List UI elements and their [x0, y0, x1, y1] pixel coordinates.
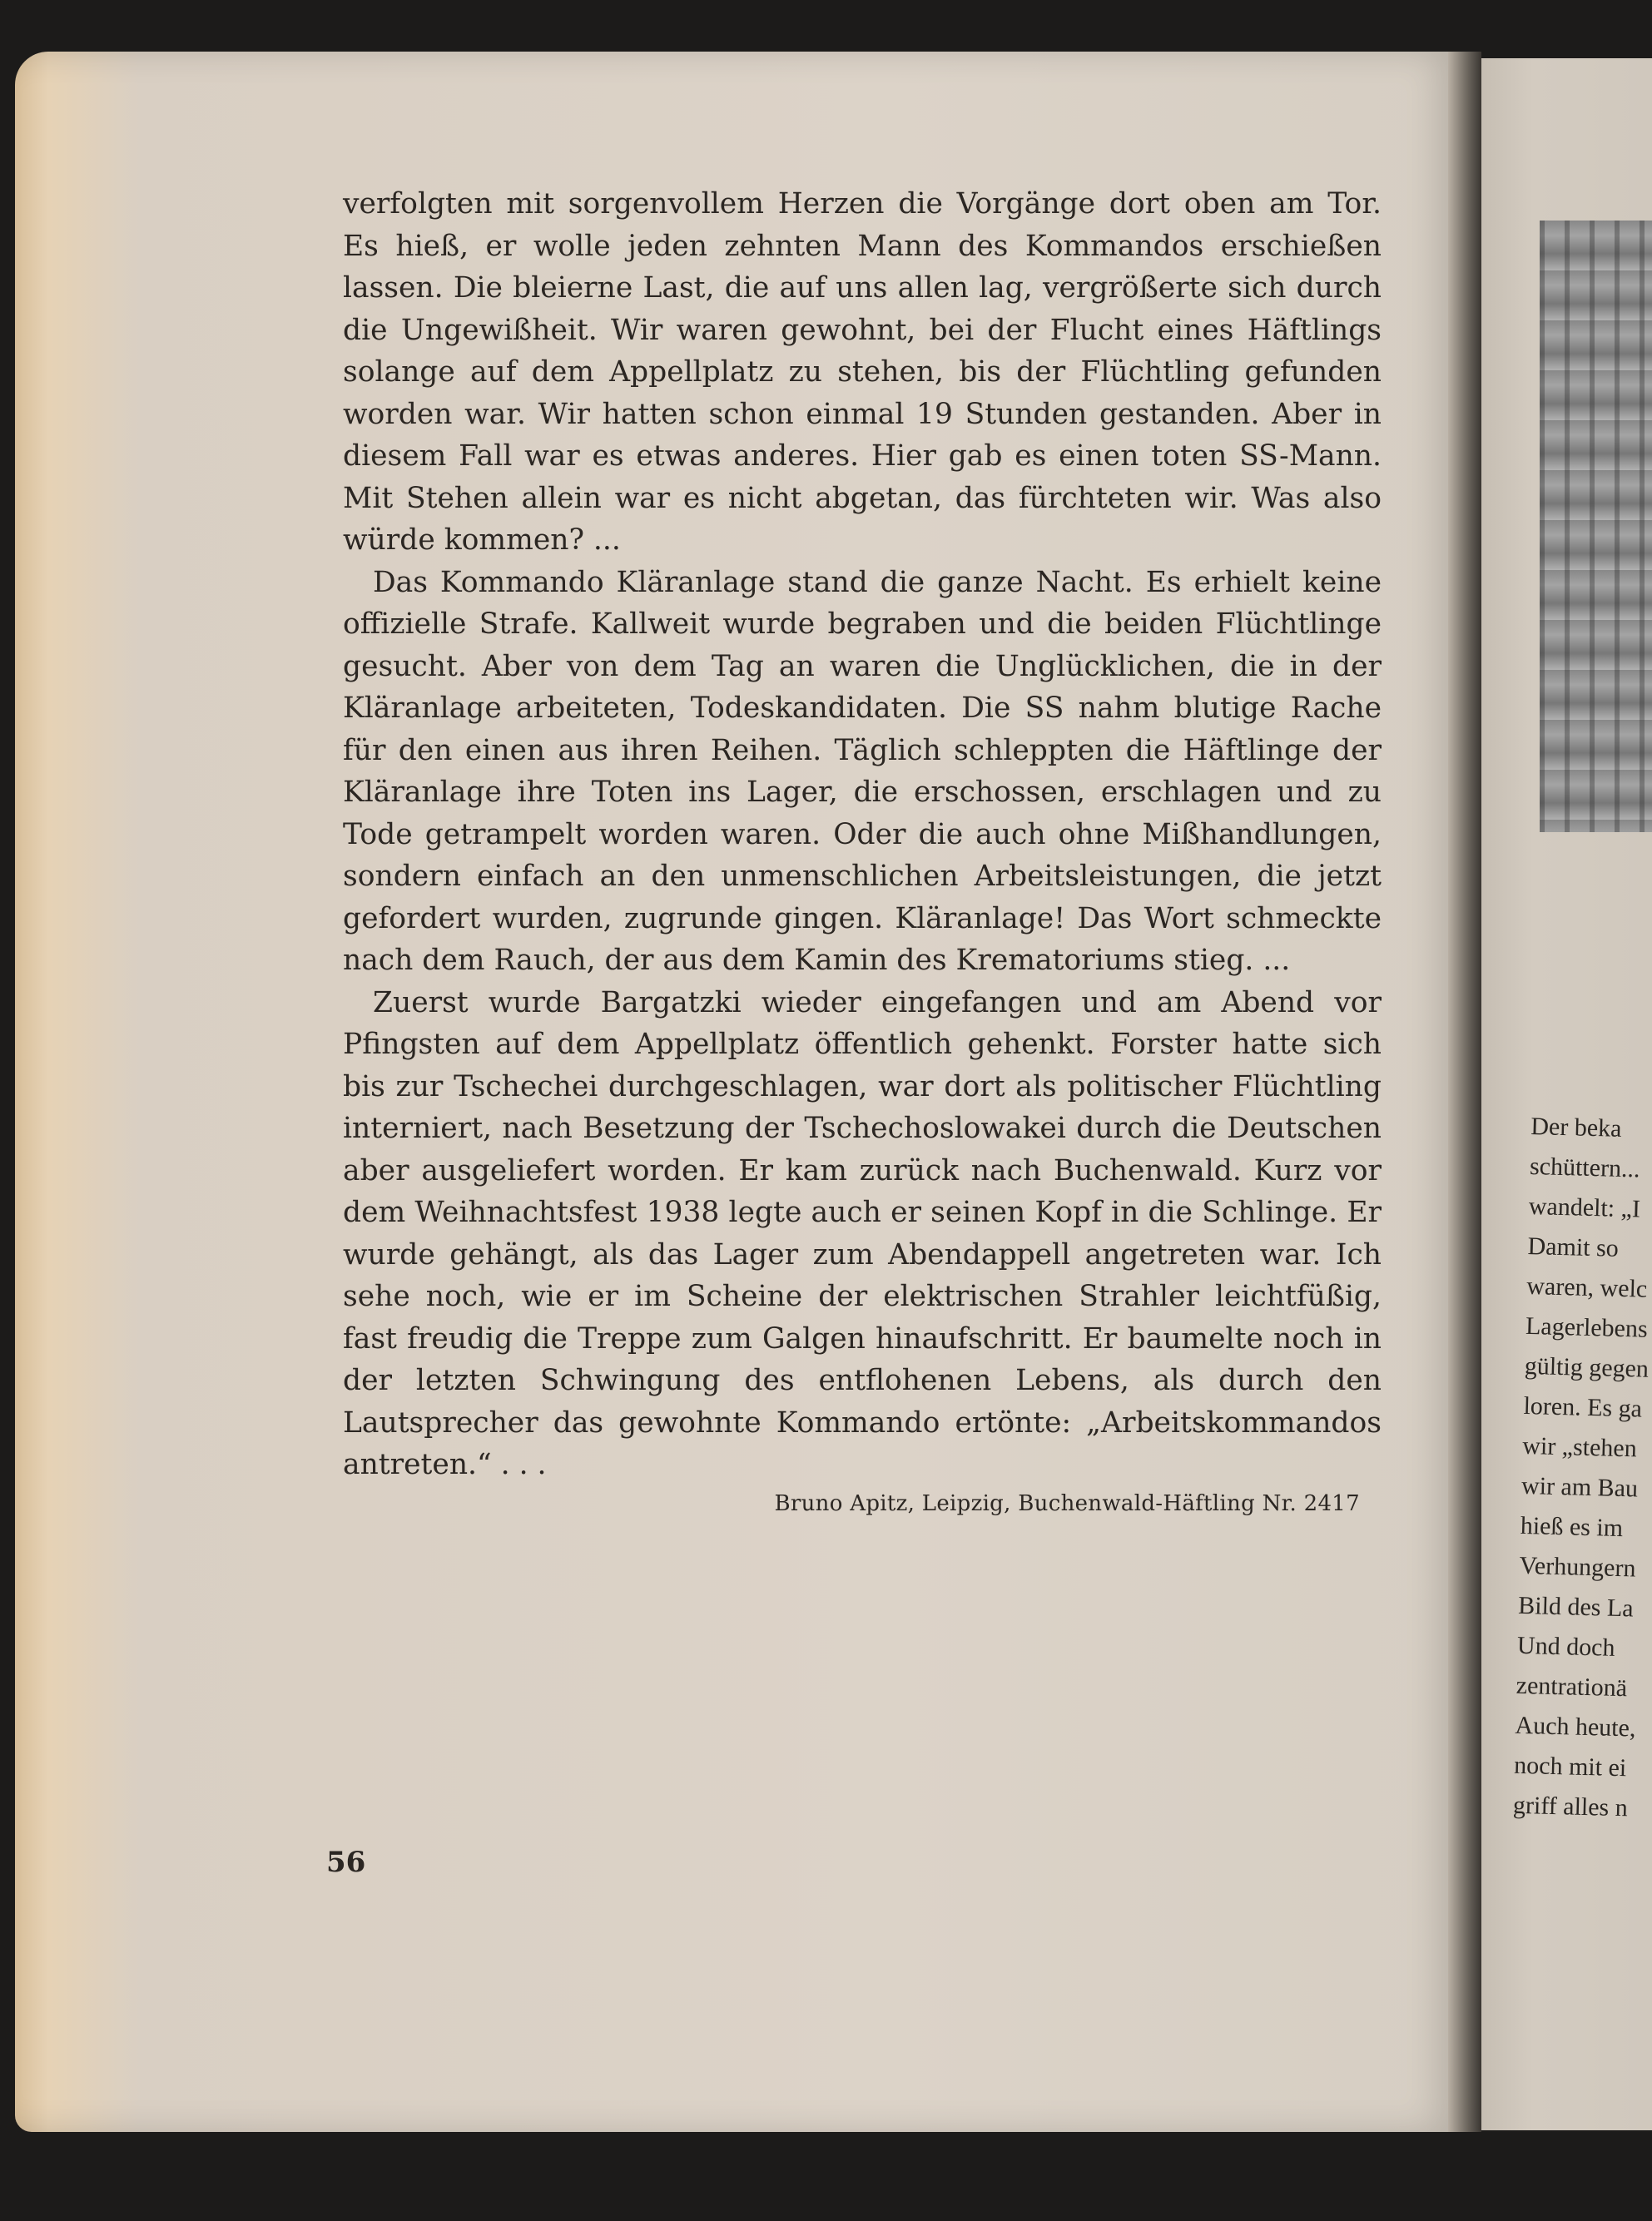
right-line: wandelt: „I — [1528, 1192, 1641, 1223]
author-signature: Bruno Apitz, Leipzig, Buchenwald-Häftling Nr. 2417 — [774, 1491, 1360, 1516]
right-line: Bild des La — [1517, 1591, 1635, 1623]
body-text — [343, 183, 1382, 1486]
page-number: 56 — [326, 1846, 366, 1879]
paragraph-3: Zuerst wurde Bargatzki wieder eingefangen und am Abend vor Pfingsten auf dem Appellplatz öffentlich gehenkt. Forster hatte sich bis zur Tschechei durchgeschlagen, war dort als politischer Flüchtling interniert, nach Besetzung der Tschechoslowakei durch die Deutschen aber ausgeliefert worden. Er kam zurück nach Buchenwald. Kurz vor dem Weihnachtsfest 1938 legte auch er seinen Kopf in die Schlinge. Er wurde gehängt, als das Lager zum Abendappell angetreten war. Ich sehe noch, wie er im Scheine der elektrischen Strahler leichtfüßig, fast freudig die Treppe zum Galgen hinaufschritt. Er baumelte noch in der letzten Schwingung des entflohenen Lebens, als durch den Lautsprecher das gewohnte Kommando ertönte: „Arbeitskommandos antreten.“ . . . — [343, 985, 1382, 1481]
paragraph-2: Das Kommando Kläranlage stand die ganze Nacht. Es erhielt keine offizielle Strafe. Kallweit wurde begraben und die beiden Flüchtlinge gesucht. Aber von dem Tag an waren die Unglücklichen, die in der Kläranlage arbeiteten, Todeskandidaten. Die SS nahm blutige Rache für den einen aus ihren Reihen. Täglich schleppten die Häftlinge der Kläranlage ihre Toten ins Lager, die erschossen, erschlagen und zu Tode getrampelt worden waren. Oder die auch ohne Mißhandlungen, sondern einfach an den unmenschlichen Arbeitsleistungen, die jetzt gefordert wurden, zugrunde gingen. Kläranlage! Das Wort schmeckte nach dem Rauch, der aus dem Kamin des Krematoriums stieg. ... — [343, 565, 1382, 977]
right-line: gültig gegen — [1524, 1351, 1650, 1383]
right-line: Auch heute, — [1515, 1711, 1636, 1743]
paragraph-1: verfolgten mit sorgenvollem Herzen die Vorgänge dort oben am Tor. Es hieß, er wolle jeden zehnten Mann des Kommandos erschießen lassen. Die bleierne Last, die auf uns allen lag, vergrößerte sich durch die Ungewißheit. Wir waren gewohnt, bei der Flucht eines Häftlings solange auf dem Appellplatz zu stehen, bis der Flüchtling gefunden worden war. Wir hatten schon einmal 19 Stunden gestanden. Aber in diesem Fall war es etwas anderes. Hier gab es einen toten SS-Mann. Mit Stehen allein war es nicht abgetan, das fürchteten wir. Was also würde kommen? ... — [343, 187, 1382, 557]
right-line: Und doch — [1516, 1631, 1615, 1662]
right-page — [1481, 58, 1652, 2130]
right-line: Damit so — [1527, 1232, 1620, 1262]
right-line: waren, welc — [1525, 1272, 1648, 1303]
right-line: Lagerlebens — [1525, 1311, 1649, 1343]
right-line: Verhungern — [1519, 1551, 1636, 1583]
book-gutter — [1448, 52, 1481, 2132]
right-line: wir am Bau — [1521, 1471, 1639, 1503]
right-page-text — [1512, 1107, 1652, 1829]
right-line: wir „stehen — [1521, 1431, 1638, 1463]
right-line: hieß es im — [1520, 1511, 1624, 1543]
right-line: loren. Es ga — [1523, 1391, 1643, 1423]
right-line: Der beka — [1530, 1112, 1622, 1143]
right-line: noch mit ei — [1513, 1751, 1627, 1782]
right-line: zentrationä — [1516, 1671, 1628, 1703]
right-line: schüttern... — [1529, 1152, 1640, 1183]
right-page-photo — [1540, 221, 1652, 832]
right-line: griff alles n — [1512, 1791, 1629, 1822]
